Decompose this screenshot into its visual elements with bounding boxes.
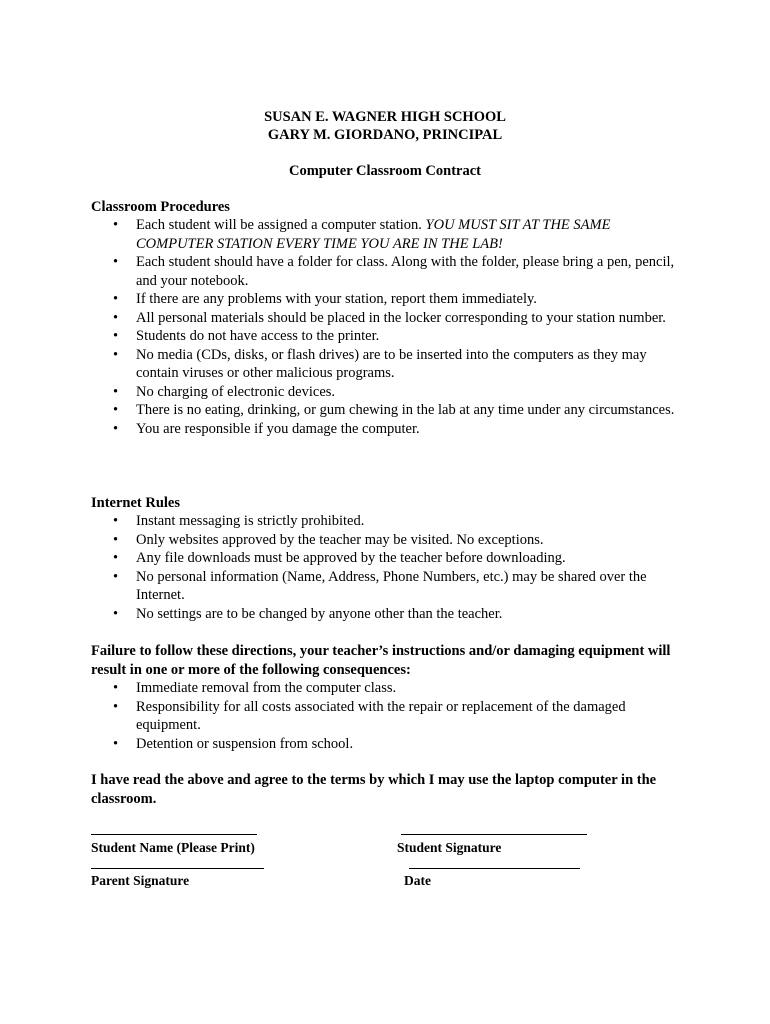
list-item bbox=[91, 512, 691, 531]
list-item-text: Each student will be assigned a computer station. bbox=[136, 217, 422, 233]
date-label: Date bbox=[404, 873, 431, 888]
principal-name: GARY M. GIORDANO, PRINCIPAL bbox=[267, 127, 503, 143]
list-item-text: No charging of electronic devices. bbox=[136, 383, 336, 400]
list-item bbox=[91, 605, 691, 624]
list-item-text: Each student should have a folder for class. Along with the folder, please bring a pen, pencil, and your notebook. bbox=[136, 254, 675, 289]
list-item-text: If there are any problems with your station, report them immediately. bbox=[136, 291, 537, 307]
list-item-emphasis: YOU MUST SIT AT THE SAME COMPUTER STATION EVERY TIME YOU ARE IN THE LAB! bbox=[136, 217, 611, 252]
internet-rules-list bbox=[91, 512, 691, 623]
list-item bbox=[91, 216, 691, 253]
list-item bbox=[91, 253, 691, 290]
list-item-text: No settings are to be changed by anyone other than the teacher. bbox=[136, 605, 503, 622]
school-name: SUSAN E. WAGNER HIGH SCHOOL bbox=[264, 109, 506, 125]
bullet-icon: • bbox=[113, 328, 119, 344]
bullet-icon: • bbox=[113, 568, 119, 585]
consequences-list bbox=[91, 679, 691, 753]
list-item-text: There is no eating, drinking, or gum chewing in the lab at any time under any circumstances. bbox=[136, 402, 675, 418]
parent-signature-line[interactable] bbox=[91, 868, 264, 869]
list-item bbox=[91, 290, 691, 309]
list-item bbox=[91, 549, 691, 568]
agreement-statement: I have read the above and agree to the terms by which I may use the laptop computer in the classroom. bbox=[91, 772, 657, 807]
document-title: Computer Classroom Contract bbox=[289, 163, 481, 179]
bullet-icon: • bbox=[113, 402, 119, 418]
procedures-list bbox=[91, 216, 691, 438]
list-item-text: Immediate removal from the computer class. bbox=[136, 680, 397, 696]
list-item bbox=[91, 568, 691, 605]
list-item-text: Responsibility for all costs associated with the repair or replacement of the damaged equipment. bbox=[136, 698, 626, 733]
bullet-icon: • bbox=[113, 420, 119, 437]
student-signature-label: Student Signature bbox=[397, 840, 502, 855]
list-item-text: You are responsible if you damage the computer. bbox=[136, 420, 420, 437]
list-item-text: Only websites approved by the teacher may be visited. No exceptions. bbox=[136, 531, 544, 548]
bullet-icon: • bbox=[113, 735, 119, 752]
bullet-icon: • bbox=[113, 550, 119, 566]
list-item bbox=[91, 679, 691, 698]
list-item bbox=[91, 346, 691, 383]
bullet-icon: • bbox=[113, 531, 119, 548]
date-line[interactable] bbox=[409, 868, 580, 869]
list-item bbox=[91, 327, 691, 346]
list-item bbox=[91, 531, 691, 550]
student-signature-line[interactable] bbox=[401, 834, 587, 835]
bullet-icon: • bbox=[113, 383, 119, 400]
internet-rules-heading: Internet Rules bbox=[91, 495, 181, 511]
list-item-text: No media (CDs, disks, or flash drives) are to be inserted into the computers as they may contain viruses or other malicious programs. bbox=[136, 346, 647, 381]
list-item bbox=[91, 420, 691, 439]
list-item-text: Detention or suspension from school. bbox=[136, 735, 354, 752]
bullet-icon: • bbox=[113, 291, 119, 307]
bullet-icon: • bbox=[113, 605, 119, 622]
list-item bbox=[91, 309, 691, 328]
student-name-line[interactable] bbox=[91, 834, 257, 835]
list-item bbox=[91, 383, 691, 402]
list-item-text: No personal information (Name, Address, Phone Numbers, etc.) may be shared over the Internet. bbox=[136, 568, 647, 603]
bullet-icon: • bbox=[113, 680, 119, 696]
parent-signature-label: Parent Signature bbox=[91, 873, 190, 888]
list-item bbox=[91, 735, 691, 754]
bullet-icon: • bbox=[113, 698, 119, 715]
bullet-icon: • bbox=[113, 513, 119, 529]
list-item-text: All personal materials should be placed in the locker corresponding to your station number. bbox=[136, 309, 666, 326]
procedures-heading: Classroom Procedures bbox=[91, 199, 230, 215]
list-item-text: Instant messaging is strictly prohibited. bbox=[136, 513, 365, 529]
list-item bbox=[91, 698, 691, 735]
bullet-icon: • bbox=[113, 254, 119, 270]
list-item bbox=[91, 401, 691, 420]
student-name-label: Student Name (Please Print) bbox=[91, 840, 255, 855]
bullet-icon: • bbox=[113, 346, 119, 363]
bullet-icon: • bbox=[113, 309, 119, 326]
list-item-text: Students do not have access to the printer. bbox=[136, 328, 380, 344]
consequences-intro: Failure to follow these directions, your teacher’s instructions and/or damaging equipment will result in one or more of the following consequences: bbox=[91, 643, 671, 678]
bullet-icon: • bbox=[113, 217, 119, 233]
list-item-text: Any file downloads must be approved by the teacher before downloading. bbox=[136, 550, 566, 566]
